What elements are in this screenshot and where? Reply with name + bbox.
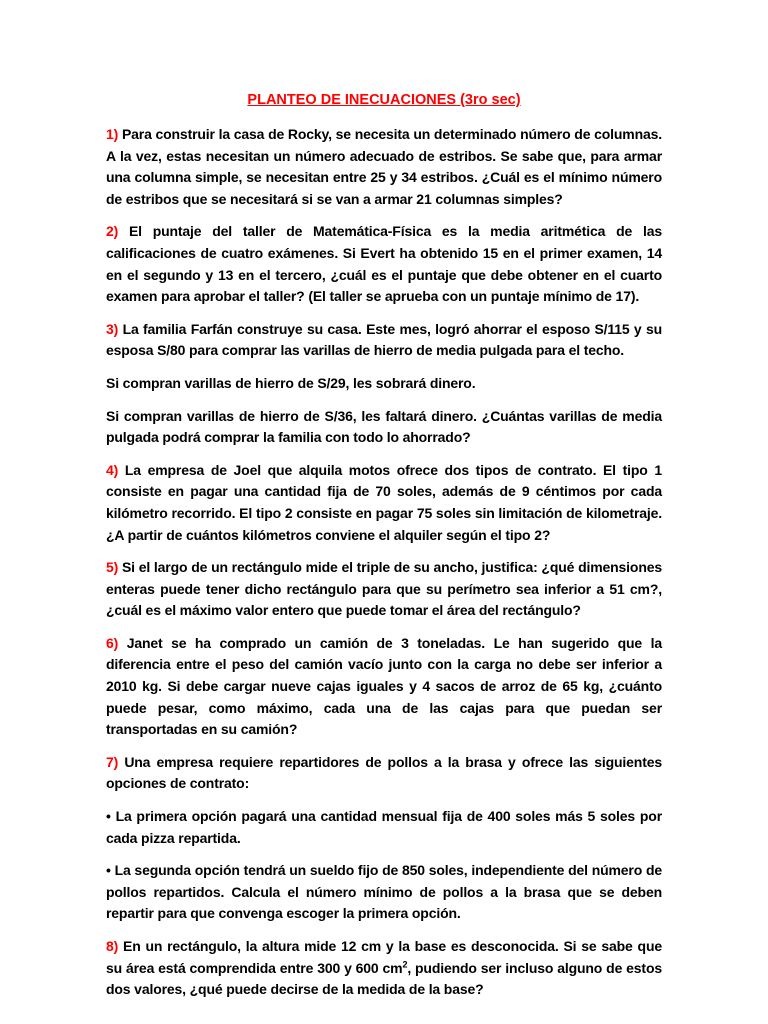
problem-7-option-2: • La segunda opción tendrá un sueldo fijo de 850 soles, independiente del número de pollos repartidos. Calcula el número mínimo de pollos a la brasa que se deben repartir para que convenga escoger la primera opción. [106,862,662,922]
problem-7-number: 7) [106,753,119,770]
problem-5 [106,557,662,622]
problem-4-number: 4) [106,461,119,478]
problem-2 [106,221,662,307]
problem-1-text: Para construir la casa de Rocky, se necesita un determinado número de columnas. A la vez, estas necesitan un número adecuado de estribos. Se sabe que, para armar una columna simple, se necesitan entre 25 y 34 estribos. ¿Cuál es el mínimo número de estribos que se necesitará si se van a armar 21 columnas simples? [106,126,663,207]
problem-5-text: Si el largo de un rectángulo mide el triple de su ancho, justifica: ¿qué dimensiones enteras puede tener dicho rectángulo para que su perímetro sea inferior a 51 cm?, ¿cuál es el máximo valor entero que puede tomar el área del rectángulo? [106,559,663,619]
problem-7-text: Una empresa requiere repartidores de pollos a la brasa y ofrece las siguientes opciones de contrato: [106,753,662,792]
problem-1 [106,124,662,210]
document-page [106,90,662,1012]
problem-7 [106,752,662,795]
problem-3-extra-2: Si compran varillas de hierro de S/36, les faltará dinero. ¿Cuántas varillas de media pulgada podrá comprar la familia con todo lo ahorrado? [106,407,662,446]
problem-4 [106,460,662,546]
problem-7-option-1: • La primera opción pagará una cantidad mensual fija de 400 soles más 5 soles por cada pizza repartida. [106,808,662,846]
problem-1-number: 1) [106,126,119,142]
problem-2-text: El puntaje del taller de Matemática-Física es la media aritmética de las calificaciones de cuatro exámenes. Si Evert ha obtenido 15 en el primer examen, 14 en el segundo y 13 en el tercero, ¿cuál es el puntaje que debe obtener en el cuarto examen para aprobar el taller? (El taller se aprueba con un puntaje mínimo de 17). [106,223,662,305]
problem-8-number: 8) [106,938,119,954]
problem-3-extra-1: Si compran varillas de hierro de S/29, les sobrará dinero. [106,374,476,391]
problem-8 [106,936,662,1001]
problem-3-number: 3) [106,320,119,337]
problem-2-number: 2) [106,223,119,240]
problem-6 [106,633,662,741]
problem-8-superscript: 2 [402,958,408,969]
problem-5-number: 5) [106,559,119,576]
problem-8-text-after: , pudiendo ser incluso alguno de estos dos valores, ¿qué puede decirse de la medida de la base? [106,959,662,998]
problem-6-text: Janet se ha comprado un camión de 3 toneladas. Le han sugerido que la diferencia entre el peso del camión vacío junto con la carga no debe ser inferior a 2010 kg. Si debe cargar nueve cajas iguales y 4 sacos de arroz de 65 kg, ¿cuánto puede pesar, como máximo, cada una de las cajas para que puedan ser transportadas en su camión? [106,634,662,738]
document-title: PLANTEO DE INECUACIONES (3ro sec) [247,92,521,108]
problem-6-number: 6) [106,634,119,651]
problem-4-text: La empresa de Joel que alquila motos ofrece dos tipos de contrato. El tipo 1 consiste en pagar una cantidad fija de 70 soles, además de 9 céntimos por cada kilómetro recorrido. El tipo 2 consiste en pagar 75 soles sin limitación de kilometraje. ¿A partir de cuántos kilómetros conviene el alquiler según el tipo 2? [106,461,662,543]
problem-8-text-before: En un rectángulo, la altura mide 12 cm y la base es desconocida. Si se sabe que su área está comprendida entre 300 y 600 cm [106,938,662,976]
problem-3-text: La familia Farfán construye su casa. Este mes, logró ahorrar el esposo S/115 y su esposa S/80 para comprar las varillas de hierro de media pulgada para el techo. [106,320,662,359]
problem-3 [106,319,662,362]
